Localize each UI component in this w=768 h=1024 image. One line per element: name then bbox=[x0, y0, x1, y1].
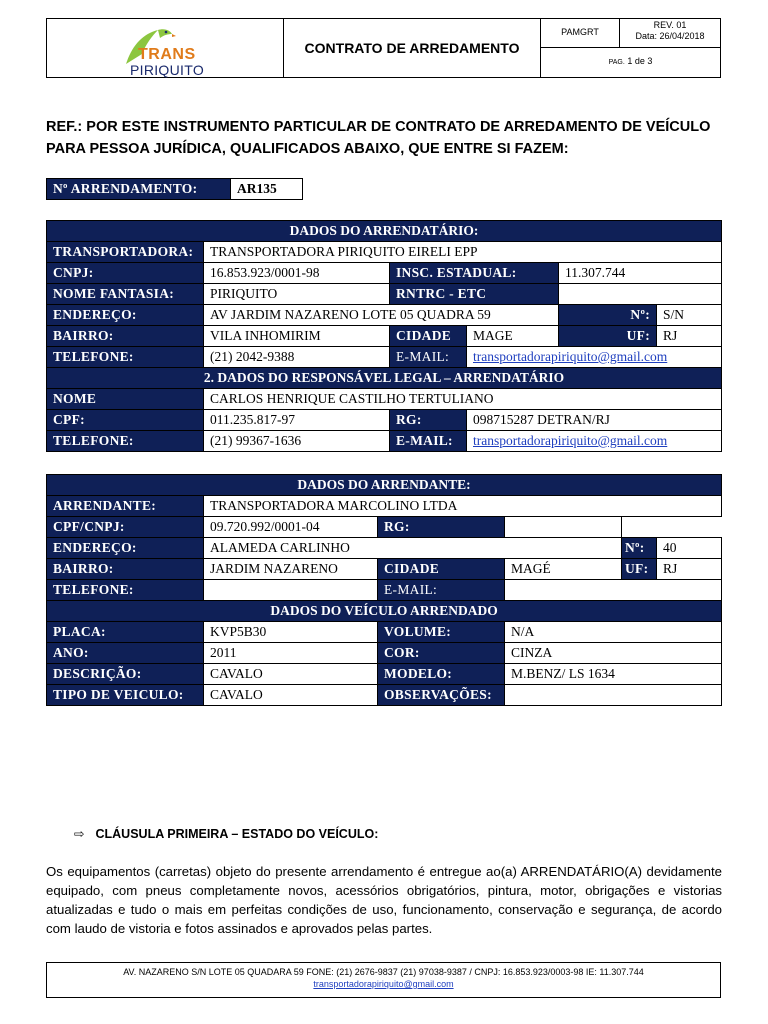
revision: REV. 01 bbox=[653, 20, 687, 30]
arrendante-email-value bbox=[505, 580, 722, 601]
nome-label: NOME bbox=[47, 389, 204, 410]
ano-value: 2011 bbox=[204, 643, 378, 664]
rg-label: RG: bbox=[390, 410, 467, 431]
transportadora-label: TRANSPORTADORA: bbox=[47, 242, 204, 263]
arrendamento-label: Nº ARRENDAMENTO: bbox=[47, 179, 231, 200]
footer-email-link[interactable]: transportadorapiriquito@gmail.com bbox=[313, 979, 454, 989]
tipo-veiculo-value: CAVALO bbox=[204, 685, 378, 706]
arrendante-cidade-label: CIDADE bbox=[378, 559, 505, 580]
revision-date: Data: 26/04/2018 bbox=[635, 31, 705, 41]
cor-label: COR: bbox=[378, 643, 505, 664]
logo-text-trans: TRANS bbox=[138, 46, 196, 63]
arrendante-rg-label: RG: bbox=[378, 517, 505, 538]
arrendante-table bbox=[46, 474, 722, 706]
arrendante-bairro-value: JARDIM NAZARENO bbox=[204, 559, 378, 580]
tipo-veiculo-label: TIPO DE VEICULO: bbox=[47, 685, 204, 706]
cpf-cnpj-label: CPF/CNPJ: bbox=[47, 517, 204, 538]
cidade-label: CIDADE bbox=[390, 326, 467, 347]
arrendatario-table bbox=[46, 220, 722, 452]
email-label: E-MAIL: bbox=[390, 347, 467, 368]
nome-value: CARLOS HENRIQUE CASTILHO TERTULIANO bbox=[204, 389, 722, 410]
rntrc-label: RNTRC - ETC bbox=[390, 284, 559, 305]
arrow-right-icon: ⇨ bbox=[74, 827, 85, 841]
uf-value: RJ bbox=[657, 326, 722, 347]
arrendante-email-label: E-MAIL: bbox=[378, 580, 505, 601]
footer-address: AV. NAZARENO S/N LOTE 05 QUADARA 59 FONE: (21) 2676-9837 (21) 97038-9387 / CNPJ: 16.853.923/0003-98 IE: 11.307.744 bbox=[123, 967, 644, 977]
arrendante-label: ARRENDANTE: bbox=[47, 496, 204, 517]
nome-fantasia-label: NOME FANTASIA: bbox=[47, 284, 204, 305]
logo-text-piriquito: PIRIQUITO bbox=[130, 62, 205, 78]
email-link[interactable]: transportadorapiriquito@gmail.com bbox=[473, 349, 668, 364]
rg-value: 098715287 DETRAN/RJ bbox=[467, 410, 722, 431]
responsavel-email-label: E-MAIL: bbox=[390, 431, 467, 452]
responsavel-email-cell bbox=[467, 431, 722, 452]
insc-estadual-label: INSC. ESTADUAL: bbox=[390, 263, 559, 284]
endereco-label: ENDEREÇO: bbox=[47, 305, 204, 326]
email-cell bbox=[467, 347, 722, 368]
modelo-value: M.BENZ/ LS 1634 bbox=[505, 664, 722, 685]
arrendante-bairro-label: BAIRRO: bbox=[47, 559, 204, 580]
observacoes-label: OBSERVAÇÕES: bbox=[378, 685, 505, 706]
cpf-cnpj-value: 09.720.992/0001-04 bbox=[204, 517, 378, 538]
arrendante-numero-value: 40 bbox=[657, 538, 722, 559]
arrendante-numero-label: Nº: bbox=[622, 538, 657, 559]
clause-heading bbox=[74, 826, 378, 841]
page-footer bbox=[46, 962, 721, 998]
volume-label: VOLUME: bbox=[378, 622, 505, 643]
arrendante-endereco-label: ENDEREÇO: bbox=[47, 538, 204, 559]
numero-value: S/N bbox=[657, 305, 722, 326]
arrendante-endereco-value: ALAMEDA CARLINHO bbox=[204, 538, 622, 559]
volume-value: N/A bbox=[505, 622, 722, 643]
uf-label: UF: bbox=[559, 326, 657, 347]
clause-title: CLÁUSULA PRIMEIRA – ESTADO DO VEÍCULO: bbox=[95, 827, 379, 841]
clause-text: Os equipamentos (carretas) objeto do presente arrendamento é entregue ao(a) ARRENDATÁRIO(A) devidamente equipado, com pneus completamente novos, acessórios obrigatórios, pintura, motor, obrigações e vistorias atualizadas e tudo o mais em perfeitas condições de uso, funcionamento, conservação e segurança, de acordo com laudo de vistoria e fotos assinados e aprovados pelas partes. bbox=[46, 864, 722, 936]
numero-label: Nº: bbox=[559, 305, 657, 326]
ref-heading: REF.: POR ESTE INSTRUMENTO PARTICULAR DE CONTRATO DE ARREDAMENTO DE VEÍCULO PARA PESSOA JURÍDICA, QUALIFICADOS ABAIXO, QUE ENTRE SI FAZEM: bbox=[46, 119, 711, 157]
ano-label: ANO: bbox=[47, 643, 204, 664]
arrendante-uf-value: RJ bbox=[657, 559, 722, 580]
arrendamento-value: AR135 bbox=[231, 179, 303, 200]
arrendamento-number-table bbox=[46, 178, 303, 200]
page-indicator bbox=[540, 56, 721, 66]
telefone-value: (21) 2042-9388 bbox=[204, 347, 390, 368]
page-label: PAG. bbox=[608, 59, 625, 66]
descricao-value: CAVALO bbox=[204, 664, 378, 685]
arrendatario-section-title: DADOS DO ARRENDATÁRIO: bbox=[47, 221, 722, 242]
arrendante-section-title: DADOS DO ARRENDANTE: bbox=[47, 475, 722, 496]
descricao-label: DESCRIÇÃO: bbox=[47, 664, 204, 685]
page-value: 1 de 3 bbox=[627, 56, 653, 66]
rntrc-value bbox=[559, 284, 722, 305]
document-title: CONTRATO DE ARREDAMENTO bbox=[304, 40, 520, 56]
transportadora-value: TRANSPORTADORA PIRIQUITO EIRELI EPP bbox=[204, 242, 722, 263]
insc-estadual-value: 11.307.744 bbox=[559, 263, 722, 284]
placa-label: PLACA: bbox=[47, 622, 204, 643]
modelo-label: MODELO: bbox=[378, 664, 505, 685]
arrendante-blank-cell bbox=[622, 517, 722, 538]
cnpj-value: 16.853.923/0001-98 bbox=[204, 263, 390, 284]
arrendante-telefone-value bbox=[204, 580, 378, 601]
arrendante-cidade-value: MAGÉ bbox=[505, 559, 622, 580]
cnpj-label: CNPJ: bbox=[47, 263, 204, 284]
endereco-value: AV JARDIM NAZARENO LOTE 05 QUADRA 59 bbox=[204, 305, 559, 326]
cor-value: CINZA bbox=[505, 643, 722, 664]
arrendante-rg-value bbox=[505, 517, 622, 538]
arrendante-value: TRANSPORTADORA MARCOLINO LTDA bbox=[204, 496, 722, 517]
cidade-value: MAGE bbox=[467, 326, 559, 347]
responsavel-telefone-value: (21) 99367-1636 bbox=[204, 431, 390, 452]
veiculo-section-title: DADOS DO VEÍCULO ARRENDADO bbox=[47, 601, 722, 622]
bairro-value: VILA INHOMIRIM bbox=[204, 326, 390, 347]
observacoes-value bbox=[505, 685, 722, 706]
telefone-label: TELEFONE: bbox=[47, 347, 204, 368]
cpf-label: CPF: bbox=[47, 410, 204, 431]
arrendante-uf-label: UF: bbox=[622, 559, 657, 580]
cpf-value: 011.235.817-97 bbox=[204, 410, 390, 431]
nome-fantasia-value: PIRIQUITO bbox=[204, 284, 390, 305]
responsavel-section-title: 2. DADOS DO RESPONSÁVEL LEGAL – ARRENDATÁRIO bbox=[47, 368, 722, 389]
arrendante-telefone-label: TELEFONE: bbox=[47, 580, 204, 601]
responsavel-telefone-label: TELEFONE: bbox=[47, 431, 204, 452]
responsavel-email-link[interactable]: transportadorapiriquito@gmail.com bbox=[473, 433, 668, 448]
bairro-label: BAIRRO: bbox=[47, 326, 204, 347]
document-code: PAMGRT bbox=[561, 27, 599, 37]
placa-value: KVP5B30 bbox=[204, 622, 378, 643]
